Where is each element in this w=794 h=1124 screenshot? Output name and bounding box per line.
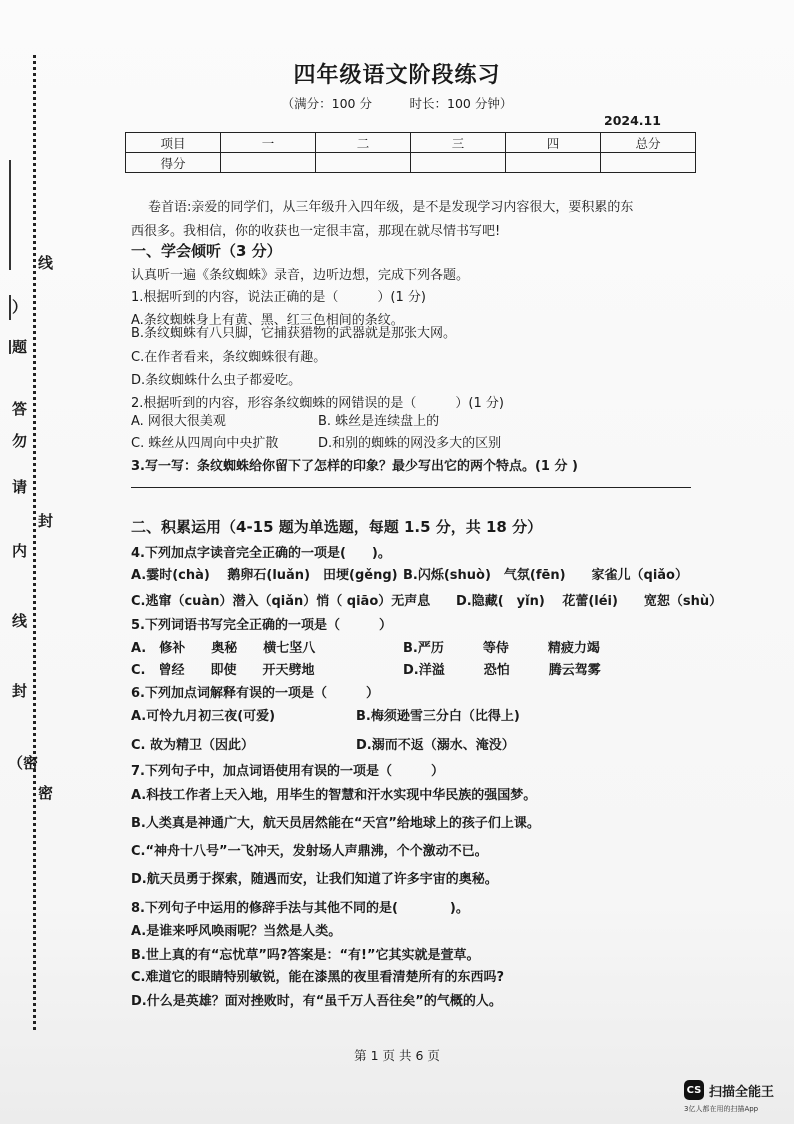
margin-char: 线 [38, 254, 54, 272]
score-cell [316, 153, 411, 173]
margin-dash-line [9, 340, 11, 354]
answer-option: A.可怜九月初三夜(可爱) [131, 709, 276, 724]
score-table [125, 132, 696, 173]
camscanner-icon: CS [684, 1080, 704, 1100]
score-cell: 二 [316, 133, 411, 153]
score-cell: 总分 [601, 133, 696, 153]
intro-text: 西很多。我相信，你的收获也一定很丰富，那现在就尽情书写吧! [131, 224, 501, 239]
answer-option: B.闪烁(shuò) 气氛(fēn) 家雀儿（qiǎo） [403, 568, 688, 583]
margin-char: 线 [12, 612, 28, 630]
section-heading: 一、学会倾听（3 分） [131, 242, 282, 260]
answer-option: C.“神舟十八号”一飞冲天，发射场人声鼎沸，个个激动不已。 [131, 844, 488, 859]
answer-option: D.什么是英雄？面对挫败时，有“虽千万人吾往矣”的气概的人。 [131, 994, 502, 1009]
margin-char: 密 [38, 784, 54, 802]
score-cell [506, 153, 601, 173]
answer-option: B.条纹蜘蛛有八只脚，它捕获猎物的武器就是那张大网。 [131, 326, 457, 341]
watermark-text: 扫描全能王 [709, 1084, 775, 1100]
margin-char: 内 [12, 542, 28, 560]
score-table-header-row [126, 133, 696, 153]
margin-dash-line [9, 160, 11, 270]
page-subtitle: （满分：100 分 时长：100 分钟） [281, 96, 513, 111]
question-text: 8.下列句子中运用的修辞手法与其他不同的是( )。 [131, 901, 469, 916]
answer-option: C.在作者看来，条纹蜘蛛很有趣。 [131, 350, 327, 365]
answer-option: D.条纹蜘蛛什么虫子都爱吃。 [131, 373, 302, 388]
answer-option: A. 网很大很美观 [131, 414, 226, 429]
margin-char: 封 [38, 512, 54, 530]
score-cell: 得分 [126, 153, 221, 173]
score-cell: 四 [506, 133, 601, 153]
question-text: 4.下列加点字读音完全正确的一项是( )。 [131, 546, 391, 561]
score-cell [411, 153, 506, 173]
margin-dash-line [9, 295, 11, 320]
answer-option: A.条纹蜘蛛身上有黄、黑、红三色相间的条纹。 [131, 313, 404, 328]
margin-char: （密 [8, 754, 39, 772]
answer-option: B.世上真的有“忘忧草”吗?答案是：“有!”它其实就是萱草。 [131, 948, 480, 963]
score-cell [601, 153, 696, 173]
question-text: 3.写一写：条纹蜘蛛给你留下了怎样的印象？最少写出它的两个特点。(1 分 ) [131, 459, 578, 474]
answer-option: D.溺而不返（溺水、淹没） [356, 738, 515, 753]
answer-option: D.航天员勇于探索，随遇而安，让我们知道了许多宇宙的奥秘。 [131, 872, 498, 887]
answer-option: B. 蛛丝是连续盘上的 [318, 414, 440, 429]
answer-option: A.科技工作者上天入地，用毕生的智慧和汗水实现中华民族的强国梦。 [131, 788, 537, 803]
instruction-text: 认真听一遍《条纹蜘蛛》录音，边听边想，完成下列各题。 [131, 268, 470, 283]
margin-char: 请 [12, 478, 28, 496]
answer-option: C.难道它的眼睛特别敏锐，能在漆黑的夜里看清楚所有的东西吗? [131, 970, 505, 985]
page-number: 第 1 页 共 6 页 [354, 1048, 440, 1063]
answer-option: C. 故为精卫（因此） [131, 738, 255, 753]
answer-option: C.逃窜（cuàn）潜入（qiǎn）悄（ qiāo）无声息 [131, 594, 431, 609]
intro-text: 卷首语:亲爱的同学们，从三年级升入四年级，是不是发现学习内容很大，要积累的东 [148, 200, 634, 215]
answer-option: A.是谁来呼风唤雨呢？当然是人类。 [131, 924, 342, 939]
exam-date: 2024.11 [604, 113, 661, 128]
score-table-score-row [126, 153, 696, 173]
margin-char: 题 [12, 338, 28, 356]
score-cell [221, 153, 316, 173]
score-cell: 项目 [126, 133, 221, 153]
watermark-subtext: 3亿人都在用的扫描App [684, 1105, 759, 1113]
question-text: 5.下列词语书写完全正确的一项是（ ） [131, 618, 392, 633]
margin-char: 答 [12, 400, 28, 418]
answer-option: B.人类真是神通广大，航天员居然能在“天宫”给地球上的孩子们上课。 [131, 816, 540, 831]
answer-option: B.梅须逊雪三分白（比得上) [356, 709, 520, 724]
score-cell: 三 [411, 133, 506, 153]
question-text: 1.根据听到的内容，说法正确的是（ ）(1 分) [131, 290, 426, 305]
question-text: 7.下列句子中，加点词语使用有误的一项是（ ） [131, 764, 444, 779]
answer-option: B.严历 等侍 精疲力竭 [403, 641, 600, 656]
answer-option: A.霎时(chà) 鹅卵石(luǎn) 田埂(gěng) [131, 568, 398, 583]
answer-option: A. 修补 奥秘 横七坚八 [131, 641, 316, 656]
question-text: 2.根据听到的内容，形容条纹蜘蛛的网错误的是（ ）(1 分) [131, 396, 504, 411]
margin-char: 勿 [12, 432, 28, 450]
margin-char: ） [12, 298, 28, 316]
scanner-watermark [684, 1080, 774, 1100]
answer-option: D.隐藏( yǐn) 花蕾(léi) 宽恕（shù） [456, 594, 723, 609]
answer-line[interactable] [131, 487, 691, 488]
question-text: 6.下列加点词解释有误的一项是（ ） [131, 686, 379, 701]
binding-dotted-line [33, 55, 36, 1030]
section-heading: 二、积累运用（4-15 题为单选题，每题 1.5 分，共 18 分） [131, 518, 543, 536]
answer-option: D.洋溢 恐怕 腾云驾雾 [403, 663, 601, 678]
answer-option: D.和别的蜘蛛的网没多大的区别 [318, 436, 502, 451]
score-cell: 一 [221, 133, 316, 153]
answer-option: C. 蛛丝从四周向中央扩散 [131, 436, 279, 451]
page-title: 四年级语文阶段练习 [293, 62, 501, 88]
margin-char: 封 [12, 682, 28, 700]
answer-option: C. 曾经 即使 开天劈地 [131, 663, 315, 678]
